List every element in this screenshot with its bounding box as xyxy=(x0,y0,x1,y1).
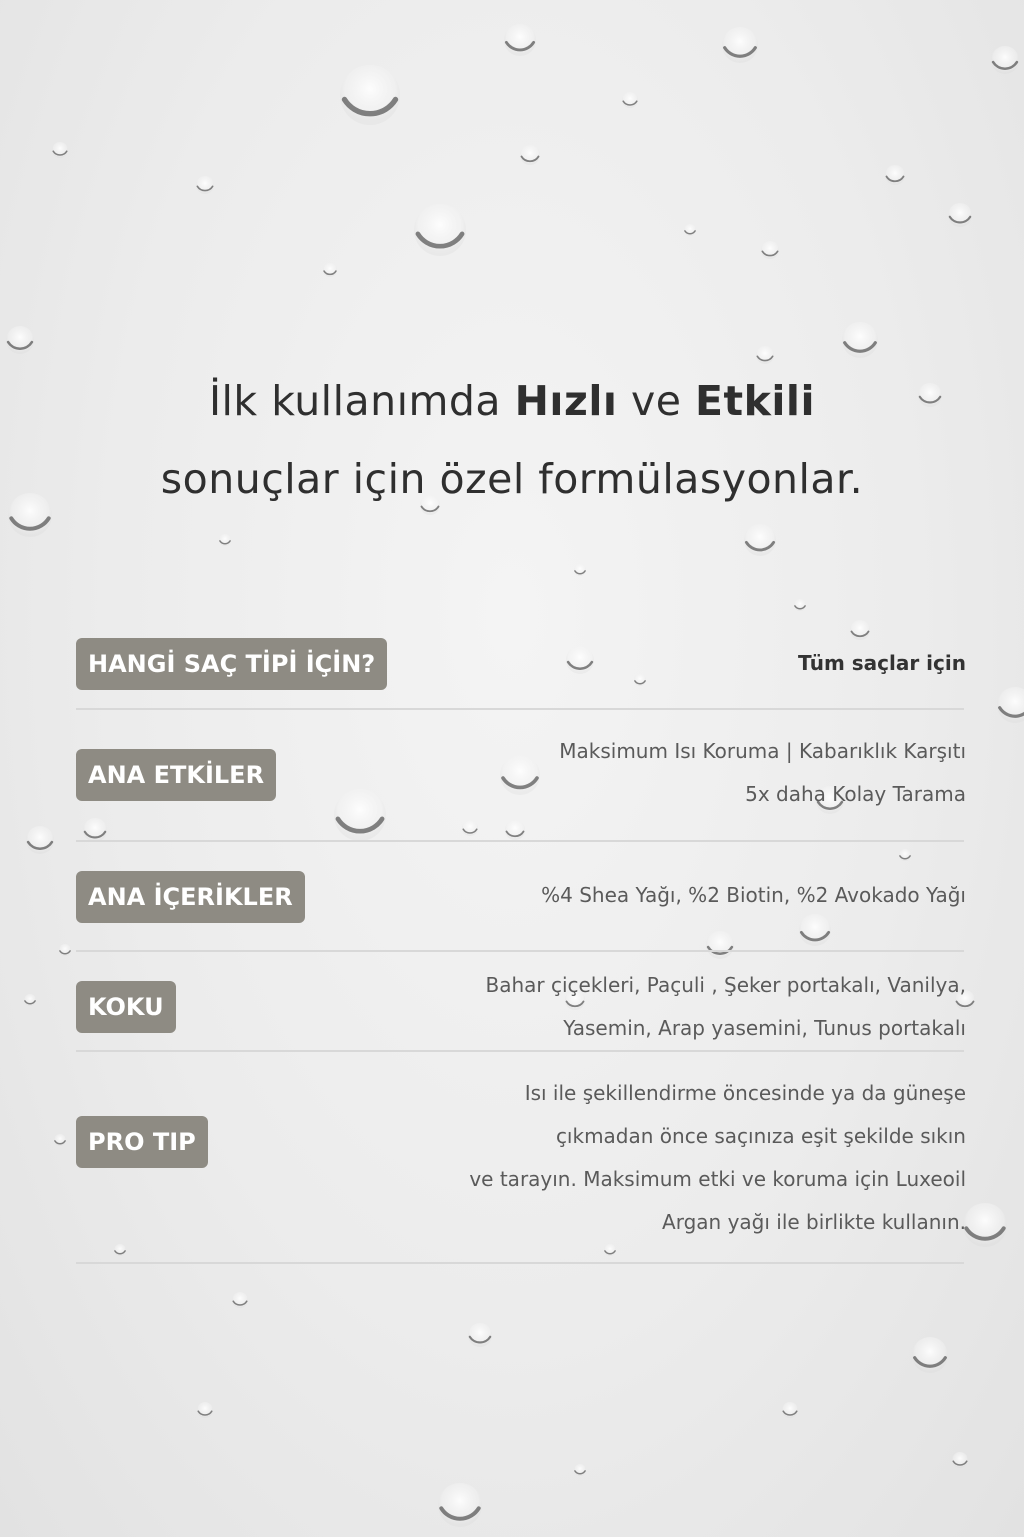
spec-value-line: 5x daha Kolay Tarama xyxy=(745,782,966,806)
spec-value-line: Tüm saçlar için xyxy=(797,651,966,675)
spec-value-line: Isı ile şekillendirme öncesinde ya da güneşe xyxy=(524,1081,966,1105)
spec-value-line: çıkmadan önce saçınıza eşit şekilde sıkın xyxy=(555,1124,966,1148)
headline-text-c: ve xyxy=(617,377,695,425)
spec-label-main-ingredients: ANA İÇERİKLER xyxy=(76,871,305,923)
spec-value-line: Bahar çiçekleri, Paçuli , Şeker portakalı, Vanilya, xyxy=(485,973,966,997)
spec-value-pro-tip xyxy=(469,1072,966,1244)
water-drop xyxy=(997,687,1024,723)
spec-divider xyxy=(76,1262,964,1264)
spec-label-scent: KOKU xyxy=(76,981,176,1033)
spec-value-line: Argan yağı ile birlikte kullanın. xyxy=(662,1210,966,1234)
spec-row-main-ingredients xyxy=(76,842,966,952)
spec-value-line: Yasemin, Arap yasemini, Tunus portakalı xyxy=(563,1016,966,1040)
headline-line-2: sonuçlar için özel formülasyonlar. xyxy=(160,455,864,503)
spec-value-scent xyxy=(486,964,967,1050)
headline-text-a: İlk kullanımda xyxy=(208,377,515,425)
spec-value-main-effects xyxy=(559,730,966,816)
spec-value-line: %4 Shea Yağı, %2 Biotin, %2 Avokado Yağı xyxy=(541,883,966,907)
headline xyxy=(0,362,1024,518)
headline-emphasis-fast: Hızlı xyxy=(514,377,618,425)
spec-row-pro-tip xyxy=(76,1052,966,1264)
headline-emphasis-effective: Etkili xyxy=(695,377,816,425)
spec-value-hair-type xyxy=(798,642,966,685)
spec-row-main-effects xyxy=(76,710,966,842)
spec-value-line: ve tarayın. Maksimum etki ve koruma için Luxeoil xyxy=(469,1167,966,1191)
spec-value-line: Maksimum Isı Koruma | Kabarıklık Karşıtı xyxy=(559,739,966,763)
headline-line-1 xyxy=(0,362,1024,440)
spec-label-hair-type: HANGİ SAÇ TİPİ İÇİN? xyxy=(76,638,387,690)
spec-row-scent xyxy=(76,952,966,1052)
spec-label-main-effects: ANA ETKİLER xyxy=(76,749,276,801)
spec-label-pro-tip: PRO TIP xyxy=(76,1116,208,1168)
spec-row-hair-type xyxy=(76,620,966,710)
spec-value-main-ingredients xyxy=(541,874,966,917)
